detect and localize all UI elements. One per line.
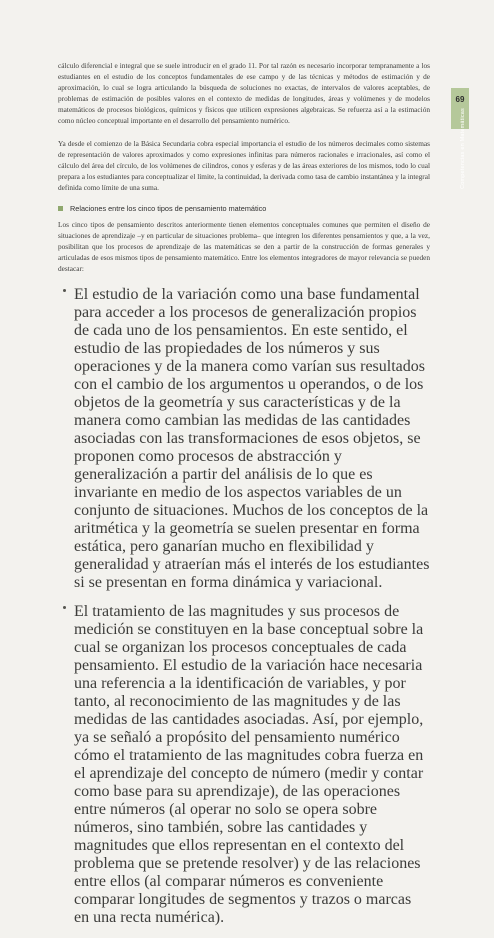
bullet-dot-icon: [63, 606, 66, 609]
side-label: Competencias en Matemáticas: [460, 108, 466, 189]
bullet-dot-icon: [63, 289, 66, 292]
paragraph-relaciones: Los cinco tipos de pensamiento descritos anteriormente tienen elementos conceptuales comunes que permiten el diseño de situaciones de aprendizaje –y en particular de situaciones problema– que integren los diferentes pensamientos y que, a la vez, posibilitan que los procesos de aprendizaje de las matemáticas se den a partir de la construcción de formas generales y articuladas de esos mismos tipos de pensamiento matemático. Entre los elementos integradores de mayor relevancia se pueden destacar:: [58, 220, 430, 274]
list-item-text: El estudio de la variación como una base fundamental para acceder a los procesos de generalización propios de cada uno de los pensamientos. En este sentido, el estudio de las propiedades de los números y sus operaciones y de la manera como varían sus resultados con el cambio de los argumentos u operandos, o de los objetos de la geometría y sus características y de la manera como cambian las medidas de las cantidades asociadas con las transformaciones de esos objetos, se proponen como procesos de abstracción y generalización a partir del análisis de lo que es invariante en medio de los aspectos variables de un conjunto de situaciones. Muchos de los conceptos de la aritmética y la geometría se suelen presentar en forma estática, pero ganarían mucho en flexibilidad y generalidad y atraerían más el interés de los estudiantes si se presentan en forma dinámica y variacional.: [74, 285, 430, 591]
page-number: 69: [455, 95, 465, 104]
paragraph-secundaria: Ya desde el comienzo de la Básica Secundaria cobra especial importancia el estudio de los números decimales como sistemas de representación de valores aproximados y como expresiones infinitas para números racionales e irracionales, así como el cálculo del área del círculo, de los volúmenes de cilindros, conos y esferas y de las áreas exteriores de los mismos, todo lo cual prepara a los estudiantes para conceptualizar el límite, la continuidad, la derivada como tasa de cambio instantánea y la integral definida como límite de una suma.: [58, 138, 430, 192]
page-content: [58, 60, 430, 938]
list-item: [58, 286, 430, 592]
bullet-list: [58, 286, 430, 927]
paragraph-intro: cálculo diferencial e integral que se suele introducir en el grado 11. Por tal razón es necesario incorporar tempranamente a los estudiantes en el estudio de los conceptos fundamentales de ese campo y de las técnicas y métodos de estimación y de aproximación, lo cual se logra articulando la búsqueda de soluciones no exactas, de intervalos de valores aceptables, de problemas de estimación de posibles valores en el contexto de medidas de longitudes, áreas y volúmenes y de modelos matemáticos de procesos biológicos, químicos y físicos que utilicen expresiones algebraicas. Se refuerza así a la estimación como núcleo conceptual importante en el desarrollo del pensamiento numérico.: [58, 61, 430, 126]
section-heading: [58, 204, 430, 213]
list-item: [58, 603, 430, 927]
list-item-text: El tratamiento de las magnitudes y sus procesos de medición se constituyen en la base conceptual sobre la cual se organizan los procesos conceptuales de cada pensamiento. El estudio de la variación hace necesaria una referencia a la identificación de variables, y por tanto, al reconocimiento de las magnitudes y de las medidas de las cantidades asociadas. Así, por ejemplo, ya se señaló a propósito del pensamiento numérico cómo el tratamiento de las magnitudes cobra fuerza en el aprendizaje del concepto de número (medir y contar como base para su aprendizaje), de las operaciones entre números (al operar no solo se opera sobre números, sino también, sobre las cantidades y magnitudes que ellos representan en el contexto del problema que se pretende resolver) y de las relaciones entre ellos (al comparar números es conveniente comparar longitudes de segmentos y trazos o marcas en una recta numérica).: [74, 602, 424, 926]
section-heading-text: Relaciones entre los cinco tipos de pensamiento matemático: [70, 204, 267, 214]
square-bullet-icon: [58, 206, 63, 211]
